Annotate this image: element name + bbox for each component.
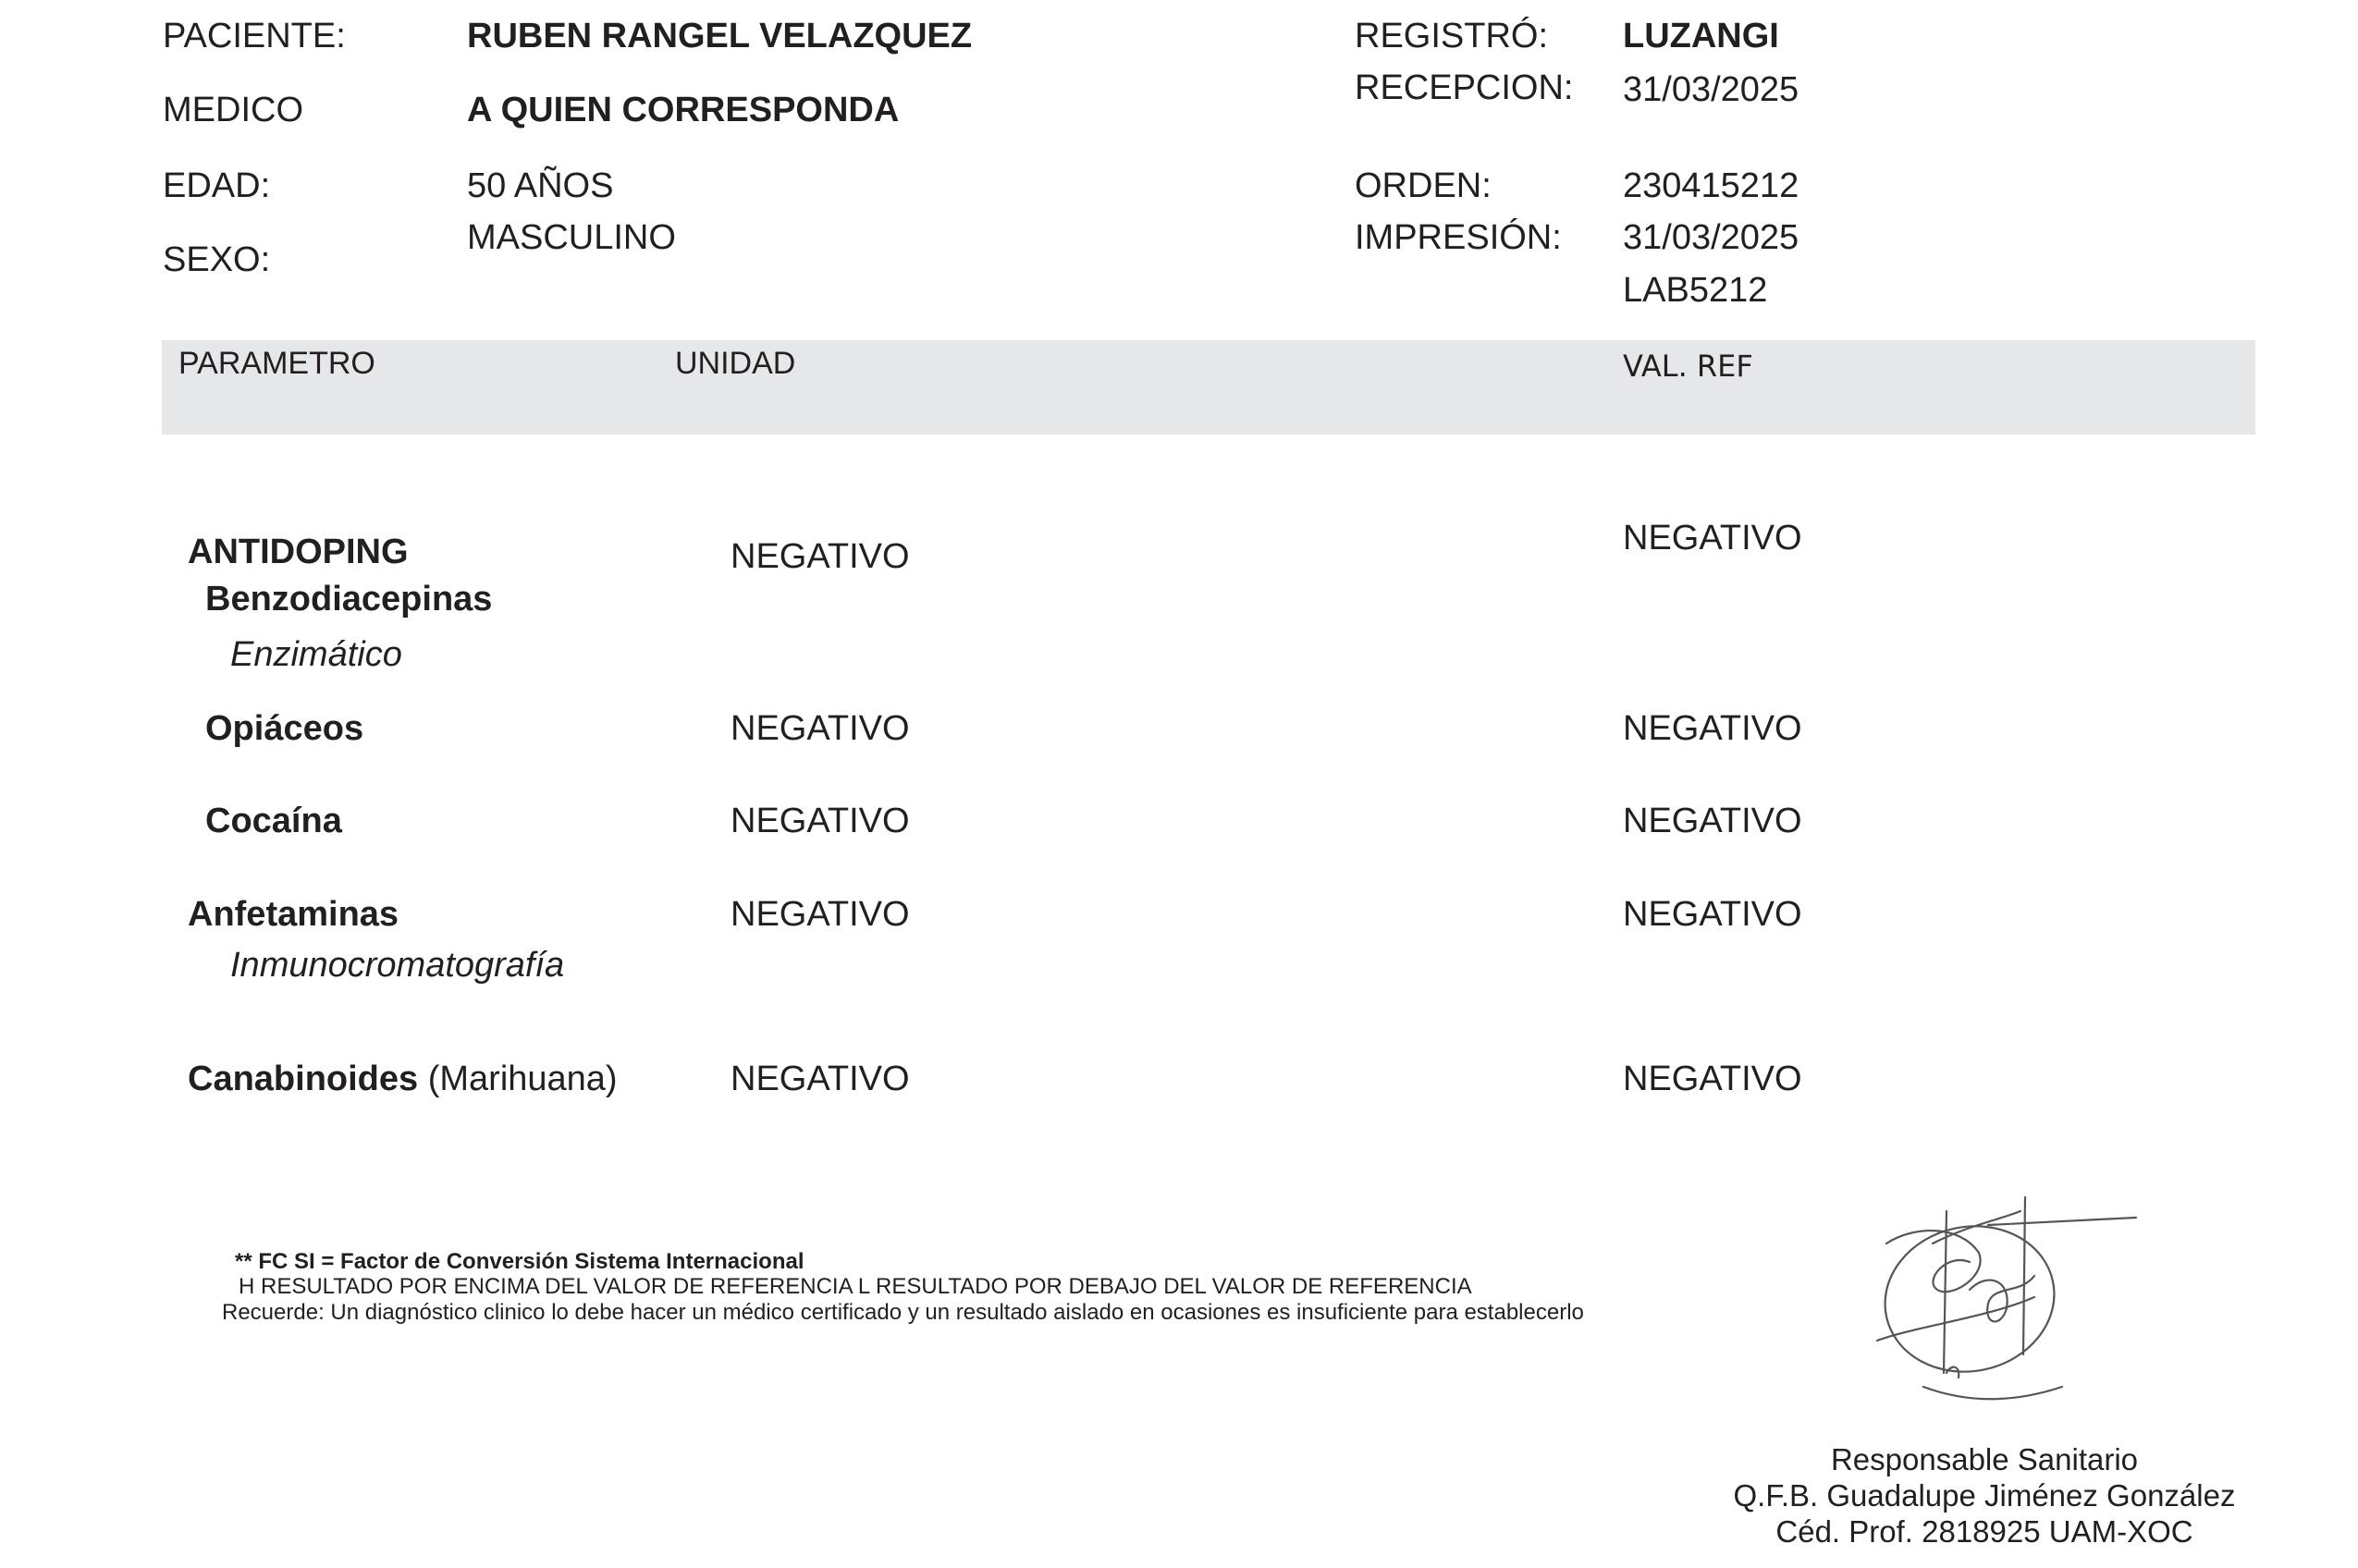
reference-value: NEGATIVO	[1623, 895, 1802, 934]
parameter-name: Anfetaminas	[188, 895, 399, 934]
reception-label: RECEPCION:	[1355, 68, 1574, 107]
table-header	[162, 340, 2255, 435]
parameter-name-suffix: (Marihuana)	[427, 1060, 618, 1098]
reference-value: NEGATIVO	[1623, 802, 1802, 840]
method-name: Enzimático	[230, 635, 402, 674]
parameter-name-group	[188, 1061, 618, 1096]
reception-date: 31/03/2025	[1623, 70, 1799, 109]
footnote-disclaimer: Recuerde: Un diagnóstico clinico lo debe hacer un médico certificado y un resultado aislado en ocasiones es insuficiente para establecerlo	[222, 1300, 1584, 1325]
footnote-flags: H RESULTADO POR ENCIMA DEL VALOR DE REFERENCIA L RESULTADO POR DEBAJO DEL VALOR DE REFERENCIA	[239, 1274, 1472, 1299]
age-label: EDAD:	[163, 166, 271, 205]
print-date: 31/03/2025	[1623, 218, 1799, 257]
patient-name: RUBEN RANGEL VELAZQUEZ	[467, 17, 973, 55]
lab-code: LAB5212	[1623, 271, 1768, 310]
sex-value: MASCULINO	[467, 218, 676, 257]
doctor-label: MEDICO	[163, 91, 303, 129]
section-title: ANTIDOPING	[188, 533, 409, 571]
result-value: NEGATIVO	[731, 802, 910, 840]
result-value: NEGATIVO	[731, 537, 910, 576]
parameter-name: Cocaína	[205, 802, 342, 840]
result-value: NEGATIVO	[731, 709, 910, 748]
doctor-name: A QUIEN CORRESPONDA	[467, 91, 900, 129]
reference-value: NEGATIVO	[1623, 519, 1802, 557]
handwritten-signature	[1859, 1188, 2164, 1419]
registered-value: LUZANGI	[1623, 17, 1779, 55]
reference-value: NEGATIVO	[1623, 1060, 1802, 1098]
column-header-parameter: PARAMETRO	[178, 346, 375, 381]
signatory-license: Céd. Prof. 2818925 UAM-XOC	[1775, 1514, 2193, 1549]
footnote-conversion: ** FC SI = Factor de Conversión Sistema Internacional	[235, 1249, 804, 1274]
reference-value: NEGATIVO	[1623, 709, 1802, 748]
age-value: 50 AÑOS	[467, 166, 614, 205]
method-name: Inmunocromatografía	[230, 946, 565, 985]
order-label: ORDEN:	[1355, 166, 1492, 205]
sex-label: SEXO:	[163, 240, 271, 279]
signatory-name: Q.F.B. Guadalupe Jiménez González	[1733, 1478, 2236, 1513]
signatory-role: Responsable Sanitario	[1830, 1442, 2139, 1476]
column-header-unit: UNIDAD	[675, 346, 796, 381]
registered-label: REGISTRÓ:	[1355, 17, 1549, 55]
parameter-name: Canabinoides	[188, 1060, 419, 1098]
order-number: 230415212	[1623, 166, 1799, 205]
result-value: NEGATIVO	[731, 895, 910, 934]
parameter-name: Opiáceos	[205, 709, 364, 748]
result-value: NEGATIVO	[731, 1060, 910, 1098]
column-header-reference: VAL. REF	[1623, 349, 1753, 384]
parameter-name: Benzodiacepinas	[205, 580, 493, 619]
print-label: IMPRESIÓN:	[1355, 218, 1562, 257]
patient-label: PACIENTE:	[163, 17, 346, 55]
